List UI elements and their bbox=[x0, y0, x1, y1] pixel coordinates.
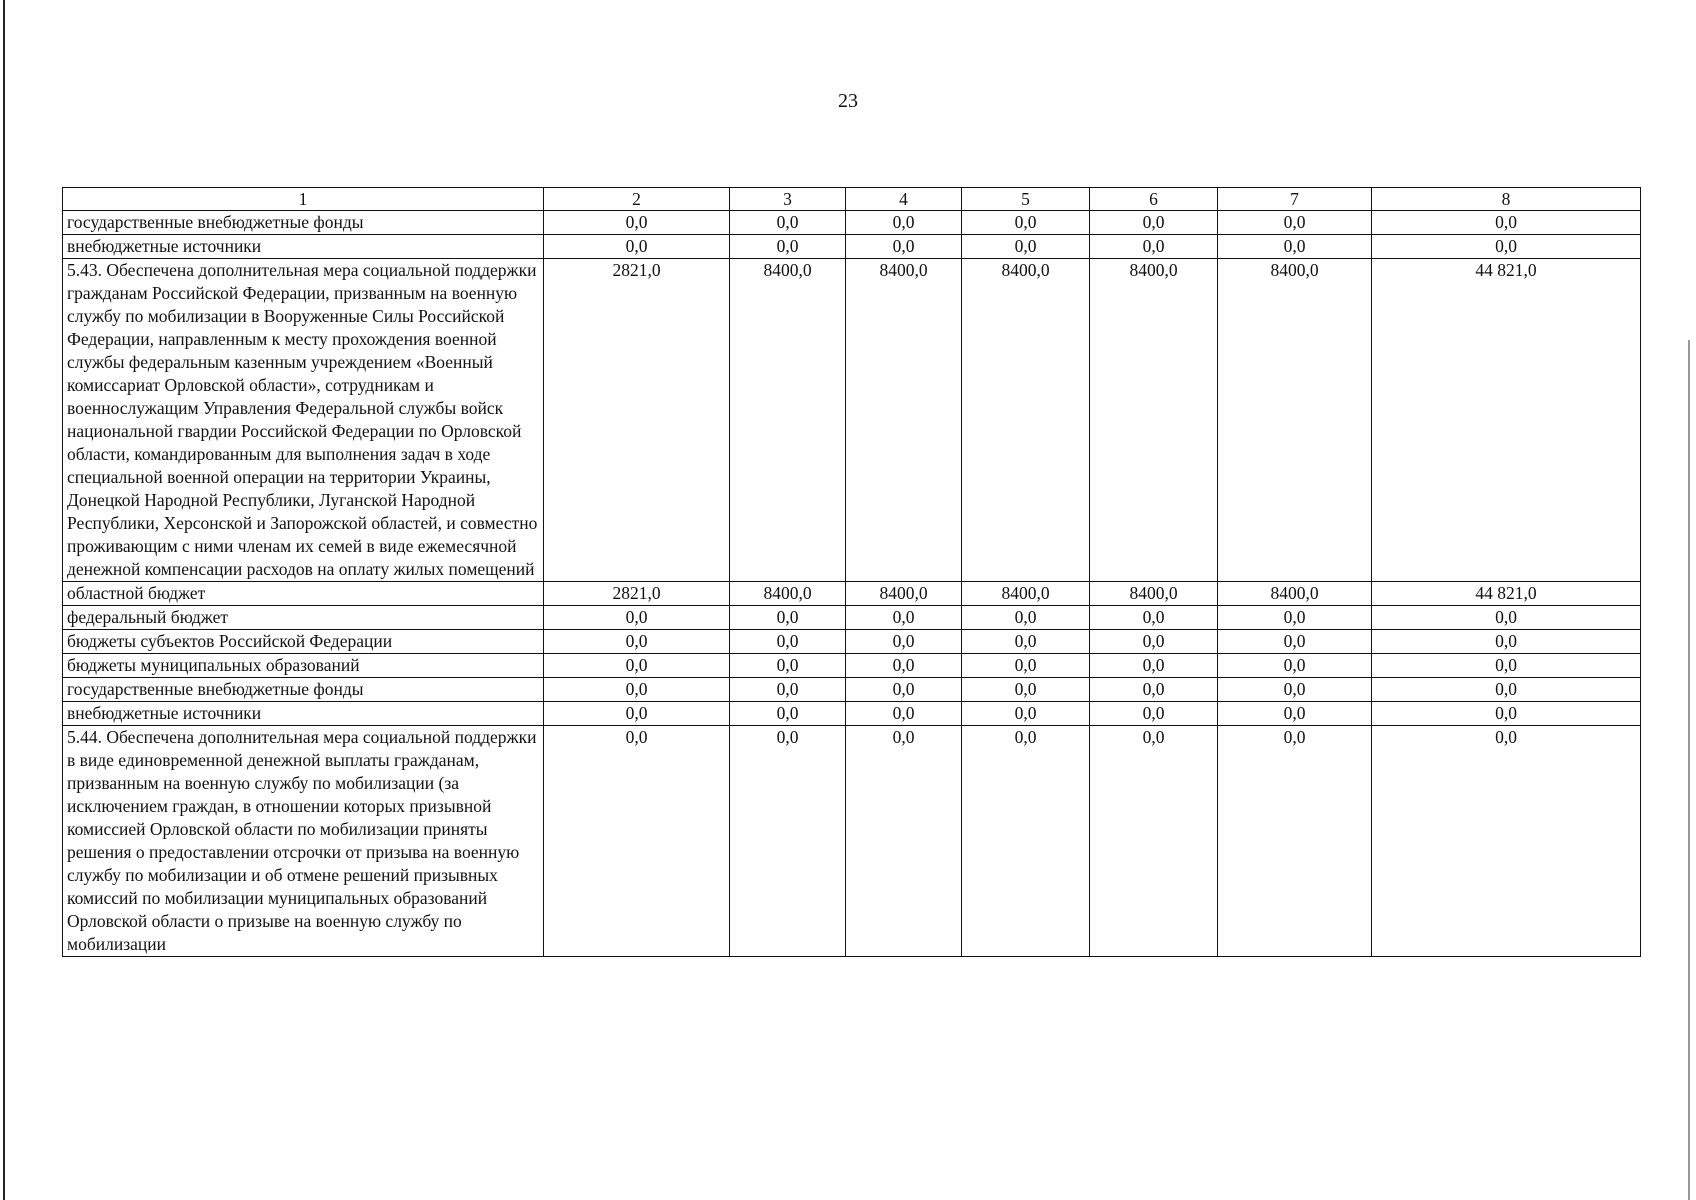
cell-value: 0,0 bbox=[730, 235, 846, 259]
cell-value: 0,0 bbox=[846, 211, 962, 235]
cell-value: 0,0 bbox=[1218, 630, 1372, 654]
cell-value: 8400,0 bbox=[962, 259, 1090, 582]
table-row bbox=[63, 606, 1641, 630]
row-label: бюджеты муниципальных образований bbox=[63, 654, 544, 678]
item-description: 5.44. Обеспечена дополнительная мера социальной поддержки в виде единовременной денежной выплаты гражданам, призванным на военную службу по мобилизации (за исключением граждан, в отношении которых призывной комиссией Орловской области по мобилизации приняты решения о предоставлении отсрочки от призыва на военную службу по мобилизации и об отмене решений призывных комиссий по мобилизации муниципальных образований Орловской области о призыве на военную службу по мобилизации bbox=[63, 726, 544, 957]
cell-value: 0,0 bbox=[544, 654, 730, 678]
cell-value: 8400,0 bbox=[730, 259, 846, 582]
cell-value: 0,0 bbox=[846, 654, 962, 678]
cell-value: 0,0 bbox=[544, 211, 730, 235]
row-label: внебюджетные источники bbox=[63, 235, 544, 259]
cell-value: 0,0 bbox=[1372, 726, 1641, 957]
column-header: 3 bbox=[730, 188, 846, 211]
cell-value: 0,0 bbox=[1090, 678, 1218, 702]
cell-value: 0,0 bbox=[846, 606, 962, 630]
table-row bbox=[63, 630, 1641, 654]
table-row bbox=[63, 235, 1641, 259]
cell-value: 0,0 bbox=[544, 702, 730, 726]
column-header: 4 bbox=[846, 188, 962, 211]
row-label: государственные внебюджетные фонды bbox=[63, 678, 544, 702]
cell-value: 0,0 bbox=[730, 630, 846, 654]
cell-value: 8400,0 bbox=[730, 582, 846, 606]
item-description: 5.43. Обеспечена дополнительная мера социальной поддержки гражданам Российской Федерации, призванным на военную службу по мобилизации в Вооруженные Силы Российской Федерации, направленным к месту прохождения военной службы федеральным казенным учреждением «Военный комиссариат Орловской области», сотрудникам и военнослужащим Управления Федеральной службы войск национальной гвардии Российской Федерации по Орловской области, командированным для выполнения задач в ходе специальной военной операции на территории Украины, Донецкой Народной Республики, Луганской Народной Республики, Херсонской и Запорожской областей, и совместно проживающим с ними членам их семей в виде ежемесячной денежной компенсации расходов на оплату жилых помещений bbox=[63, 259, 544, 582]
table-row bbox=[63, 702, 1641, 726]
cell-value: 0,0 bbox=[1090, 235, 1218, 259]
table-row-item bbox=[63, 726, 1641, 957]
cell-value: 0,0 bbox=[730, 702, 846, 726]
cell-value: 2821,0 bbox=[544, 259, 730, 582]
cell-value: 0,0 bbox=[1372, 678, 1641, 702]
table-row bbox=[63, 678, 1641, 702]
column-header: 2 bbox=[544, 188, 730, 211]
cell-value: 0,0 bbox=[1218, 654, 1372, 678]
cell-value: 0,0 bbox=[962, 678, 1090, 702]
row-label: бюджеты субъектов Российской Федерации bbox=[63, 630, 544, 654]
scan-edge-left bbox=[3, 0, 5, 1200]
cell-value: 0,0 bbox=[544, 235, 730, 259]
row-label: областной бюджет bbox=[63, 582, 544, 606]
table-row bbox=[63, 211, 1641, 235]
column-header: 5 bbox=[962, 188, 1090, 211]
table-row bbox=[63, 654, 1641, 678]
column-header: 8 bbox=[1372, 188, 1641, 211]
scan-edge-right bbox=[1688, 340, 1690, 1200]
cell-value: 0,0 bbox=[730, 654, 846, 678]
cell-value: 0,0 bbox=[1372, 630, 1641, 654]
cell-value: 0,0 bbox=[846, 235, 962, 259]
cell-value: 0,0 bbox=[1372, 211, 1641, 235]
row-label: государственные внебюджетные фонды bbox=[63, 211, 544, 235]
cell-value: 8400,0 bbox=[846, 259, 962, 582]
cell-value: 0,0 bbox=[1218, 606, 1372, 630]
page-number: 23 bbox=[838, 90, 858, 112]
cell-value: 0,0 bbox=[1090, 654, 1218, 678]
cell-value: 0,0 bbox=[1218, 702, 1372, 726]
column-number-row bbox=[63, 188, 1641, 211]
table-row bbox=[63, 582, 1641, 606]
column-header: 6 bbox=[1090, 188, 1218, 211]
cell-value: 0,0 bbox=[962, 726, 1090, 957]
cell-value: 0,0 bbox=[730, 606, 846, 630]
cell-value: 8400,0 bbox=[1090, 582, 1218, 606]
column-header: 1 bbox=[63, 188, 544, 211]
cell-value: 0,0 bbox=[544, 726, 730, 957]
cell-value: 0,0 bbox=[962, 654, 1090, 678]
cell-value: 0,0 bbox=[1090, 606, 1218, 630]
cell-value: 8400,0 bbox=[1218, 582, 1372, 606]
cell-value: 0,0 bbox=[730, 678, 846, 702]
cell-value: 0,0 bbox=[1218, 235, 1372, 259]
cell-value: 2821,0 bbox=[544, 582, 730, 606]
cell-value: 0,0 bbox=[962, 702, 1090, 726]
column-header: 7 bbox=[1218, 188, 1372, 211]
row-label: внебюджетные источники bbox=[63, 702, 544, 726]
cell-value: 0,0 bbox=[1090, 211, 1218, 235]
cell-value: 0,0 bbox=[962, 235, 1090, 259]
cell-value: 0,0 bbox=[544, 678, 730, 702]
cell-value: 0,0 bbox=[846, 702, 962, 726]
cell-value: 0,0 bbox=[1090, 702, 1218, 726]
cell-value: 0,0 bbox=[1218, 726, 1372, 957]
row-label: федеральный бюджет bbox=[63, 606, 544, 630]
cell-value: 0,0 bbox=[544, 630, 730, 654]
cell-value: 0,0 bbox=[544, 606, 730, 630]
table-row-item bbox=[63, 259, 1641, 582]
cell-value: 8400,0 bbox=[1090, 259, 1218, 582]
cell-value: 0,0 bbox=[962, 606, 1090, 630]
cell-value: 0,0 bbox=[962, 630, 1090, 654]
cell-value: 0,0 bbox=[846, 630, 962, 654]
cell-value: 44 821,0 bbox=[1372, 259, 1641, 582]
cell-value: 0,0 bbox=[1218, 211, 1372, 235]
cell-value: 0,0 bbox=[1372, 606, 1641, 630]
cell-value: 0,0 bbox=[846, 726, 962, 957]
cell-value: 0,0 bbox=[1090, 630, 1218, 654]
cell-value: 0,0 bbox=[846, 678, 962, 702]
cell-value: 8400,0 bbox=[1218, 259, 1372, 582]
cell-value: 0,0 bbox=[1372, 702, 1641, 726]
cell-value: 0,0 bbox=[962, 211, 1090, 235]
cell-value: 0,0 bbox=[730, 726, 846, 957]
cell-value: 0,0 bbox=[730, 211, 846, 235]
cell-value: 0,0 bbox=[1372, 654, 1641, 678]
cell-value: 0,0 bbox=[1218, 678, 1372, 702]
cell-value: 0,0 bbox=[1372, 235, 1641, 259]
cell-value: 0,0 bbox=[1090, 726, 1218, 957]
cell-value: 8400,0 bbox=[846, 582, 962, 606]
cell-value: 8400,0 bbox=[962, 582, 1090, 606]
cell-value: 44 821,0 bbox=[1372, 582, 1641, 606]
budget-table bbox=[62, 187, 1641, 957]
